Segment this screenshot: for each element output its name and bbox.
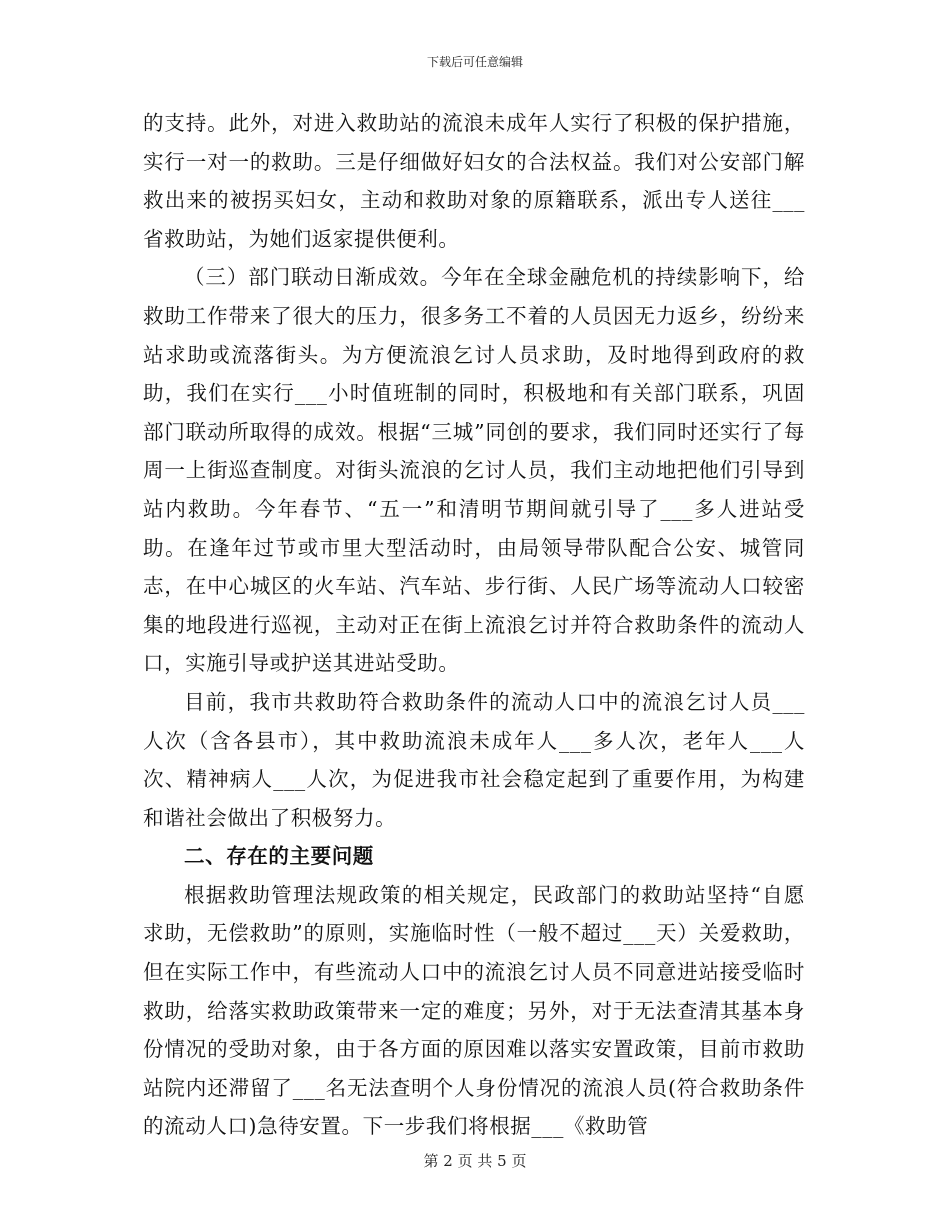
section-heading: 二、存在的主要问题	[184, 844, 374, 869]
document-body	[143, 104, 805, 1146]
paragraph-continuation: 的支持。此外，对进入救助站的流浪未成年人实行了积极的保护措施，实行一对一的救助。三是仔细做好妇女的合法权益。我们对公安部门解救出来的被拐买妇女，主动和救助对象的原籍联系，派出专人送往___省救助站，为她们返家提供便利。	[143, 111, 805, 251]
paragraph-current-status: 目前，我市共救助符合救助条件的流动人口中的流浪乞讨人员___人次（含各县市），其中救助流浪未成年人___多人次，老年人___人次、精神病人___人次，为促进我市社会稳定起到了重要作用，为构建和谐社会做出了积极努力。	[143, 689, 805, 830]
paragraph-problems: 根据救助管理法规政策的相关规定，民政部门的救助站坚持“自愿求助，无偿救助”的原则，实施临时性（一般不超过___天）关爱救助，但在实际工作中，有些流动人口中的流浪乞讨人员不同意进站接受临时救助，给落实救助政策带来一定的难度；另外，对于无法查清其基本身份情况的受助对象，由于各方面的原因难以落实安置政策，目前市救助站院内还滞留了___名无法查明个人身份情况的流浪人员(符合救助条件的流动人口)急待安置。下一步我们将根据___《救助管	[143, 882, 805, 1139]
page-footer: 第 2 页 共 5 页	[423, 1152, 527, 1170]
page-header: 下载后可任意编辑	[426, 55, 523, 69]
paragraph-department-linkage: （三）部门联动日渐成效。今年在全球金融危机的持续影响下，给救助工作带来了很大的压力，很多务工不着的人员因无力返乡，纷纷来站求助或流落街头。为方便流浪乞讨人员求助，及时地得到政府的救助，我们在实行___小时值班制的同时，积极地和有关部门联系，巩固部门联动所取得的成效。根据“三城”同创的要求，我们同时还实行了每周一上街巡查制度。对街头流浪的乞讨人员，我们主动地把他们引导到站内救助。今年春节、“五一”和清明节期间就引导了___多人进站受助。在逢年过节或市里大型活动时，由局领导带队配合公安、城管同志，在中心城区的火车站、汽车站、步行街、人民广场等流动人口较密集的地段进行巡视，主动对正在街上流浪乞讨并符合救助条件的流动人口，实施引导或护送其进站受助。	[143, 265, 805, 676]
